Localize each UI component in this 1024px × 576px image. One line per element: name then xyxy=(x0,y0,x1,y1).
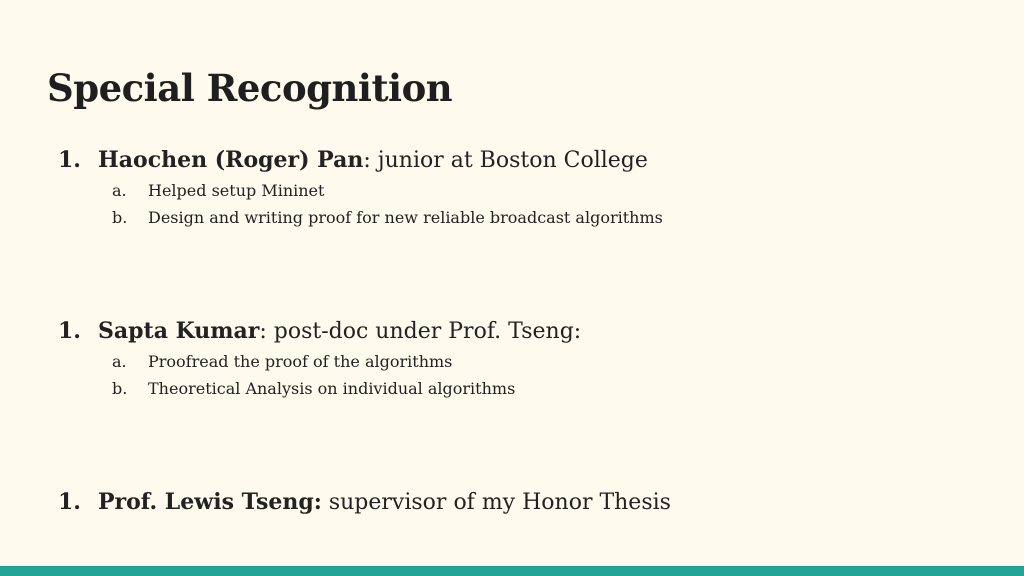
sub-item-text: Design and writing proof for new reliable broadcast algorithms xyxy=(148,208,663,227)
recognition-item-pan xyxy=(58,145,648,176)
footer-accent-bar xyxy=(0,566,1024,576)
sub-item xyxy=(112,350,452,374)
item-description: : post-doc under Prof. Tseng: xyxy=(259,319,582,344)
sub-item-letter: b. xyxy=(112,208,128,227)
sub-item xyxy=(112,377,515,401)
sub-item-text: Helped setup Mininet xyxy=(148,181,325,200)
sub-item-letter: a. xyxy=(112,352,127,371)
item-name: Prof. Lewis Tseng: xyxy=(98,489,322,515)
item-description: : junior at Boston College xyxy=(363,148,648,173)
item-name: Sapta Kumar xyxy=(98,318,260,344)
recognition-item-tseng xyxy=(58,487,671,518)
sub-item-letter: a. xyxy=(112,181,127,200)
item-number: 1. xyxy=(58,318,81,344)
item-number: 1. xyxy=(58,489,81,515)
item-name: Haochen (Roger) Pan xyxy=(98,147,364,173)
sub-item-text: Theoretical Analysis on individual algorithms xyxy=(148,379,516,398)
sub-item-text: Proofread the proof of the algorithms xyxy=(148,352,453,371)
sub-item xyxy=(112,206,663,230)
item-description: supervisor of my Honor Thesis xyxy=(321,490,671,515)
item-number: 1. xyxy=(58,147,81,173)
recognition-item-kumar xyxy=(58,316,581,347)
sub-item-letter: b. xyxy=(112,379,128,398)
sub-item xyxy=(112,179,324,203)
slide-title: Special Recognition xyxy=(47,66,453,110)
